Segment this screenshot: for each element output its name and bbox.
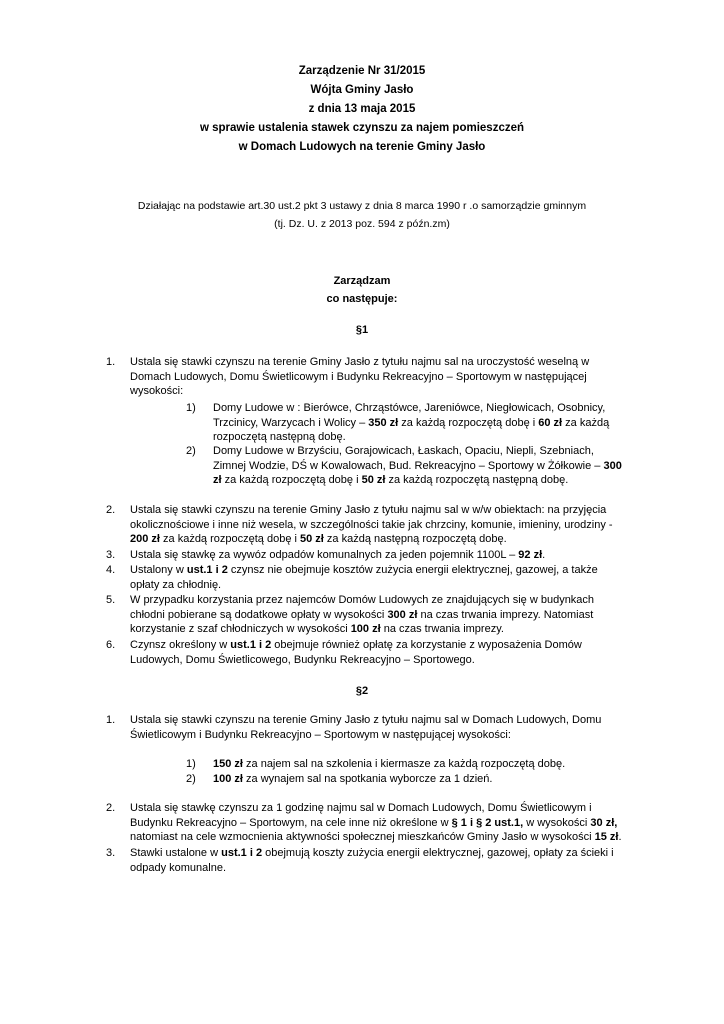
- section-2-item-2: [106, 801, 626, 845]
- text-run: Stawki ustalone w: [130, 847, 222, 859]
- item-number: 4.: [106, 564, 116, 576]
- text-run: natomiast na cele wzmocnienia aktywności społecznej mieszkańców Gminy Jasło w wysokości: [130, 831, 595, 843]
- text-run: czynsz nie obejmuje kosztów zużycia energii elektrycznej, gazowej, a także opłaty za chłodnię.: [130, 564, 598, 591]
- section-2-heading: §2: [355, 685, 369, 697]
- bold-amount: 50 zł: [300, 533, 324, 545]
- bold-amount: 92 zł: [518, 549, 543, 561]
- item-text: [130, 638, 626, 667]
- bold-amount: 300 zł: [387, 608, 418, 621]
- item-text: [130, 846, 626, 875]
- text-run: za każdą rozpoczętą następną dobę.: [213, 416, 610, 443]
- bold-amount: 15 zł: [594, 831, 619, 843]
- section-1-heading: §1: [355, 324, 369, 336]
- subitem-text: [213, 444, 626, 488]
- section-2-item-3: [106, 846, 626, 875]
- text-run: w wysokości: [523, 816, 591, 829]
- orders-line-1: Zarządzam: [333, 275, 391, 287]
- text-run: na czas trwania imprezy. Natomiast korzystanie z szaf chłodniczych w wysokości: [130, 608, 594, 635]
- title-line-4: w sprawie ustalenia stawek czynszu za najem pomieszczeń: [199, 122, 525, 134]
- text-run: Domy Ludowe w : Bierówce, Chrząstówce, Jareniówce, Niegłowicach, Osobnicy, Trzcinicy, Warzycach i Wolicy –: [213, 402, 606, 429]
- text-run: .: [618, 831, 622, 843]
- section-1-subitem-2: [186, 444, 626, 488]
- title-line-3: z dnia 13 maja 2015: [308, 103, 416, 115]
- text-run: Czynsz określony w: [130, 639, 231, 651]
- text-run: za każdą rozpoczętą następną dobę.: [385, 474, 569, 486]
- document-title: [0, 62, 724, 157]
- text-run: Ustala się stawkę za wywóz odpadów komunalnych za jeden pojemnik 1100L –: [130, 549, 519, 561]
- bold-amount: 350 zł: [368, 416, 399, 429]
- bold-amount: 300 zł: [213, 459, 622, 486]
- text-run: Ustala się stawki czynszu na terenie Gminy Jasło z tytułu najmu sal w w/w obiektach: na przyjęcia okolicznościowe i inne niż wesela, w szczególności takie jak chrzciny, komunie, imieniny, urodziny -: [130, 504, 613, 531]
- text-run: W przypadku korzystania przez najemców Domów Ludowych ze znajdujących się w budynkach chłodni pobierane są dodatkowe opłaty w wysokości: [130, 594, 595, 621]
- bold-amount: 60 zł: [538, 416, 563, 429]
- bold-amount: ust.1 i 2: [186, 564, 228, 576]
- item-text: [130, 503, 626, 547]
- item-number: 3.: [106, 549, 116, 561]
- title-line-5: w Domach Ludowych na terenie Gminy Jasło: [238, 141, 486, 153]
- item-text: [130, 801, 626, 845]
- text-run: za każdą rozpoczętą dobę i: [221, 474, 362, 486]
- bold-amount: ust.1 i 2: [221, 847, 263, 859]
- section-2-subitem-1: [186, 757, 626, 772]
- section-2-subitem-2: [186, 772, 626, 787]
- text-run: obejmuje również opłatę za korzystanie z wyposażenia Domów Ludowych, Domu Świetlicowego, Budynku Rekreacyjno – Sportowego.: [130, 639, 582, 666]
- subitem-number: 1): [186, 758, 196, 770]
- text-run: na czas trwania imprezy.: [380, 623, 504, 635]
- text-run: Domy Ludowe w Brzyściu, Gorajowicach, Łaskach, Opaciu, Niepli, Szebniach, Zimnej Wodzie, DŚ w Kowalowach, Bud. Rekreacyjno – Sportowy w Żółkowie –: [213, 445, 604, 472]
- section-1-item-6: [106, 638, 626, 667]
- bold-amount: 100 zł: [213, 773, 243, 785]
- item-number: 5.: [106, 594, 116, 606]
- item-number: 3.: [106, 847, 116, 859]
- orders-heading: [0, 272, 724, 308]
- subitem-text: [213, 401, 626, 445]
- item-text: [130, 713, 626, 742]
- text-run: za każdą rozpoczętą dobę i: [159, 533, 300, 545]
- item-number: 6.: [106, 639, 116, 651]
- text-run: .: [542, 549, 546, 561]
- legal-basis-line-2: (tj. Dz. U. z 2013 poz. 594 z późn.zm): [274, 218, 450, 230]
- orders-line-2: co następuje:: [326, 293, 398, 305]
- bold-amount: 50 zł: [361, 474, 386, 486]
- subitem-number: 1): [186, 402, 196, 414]
- subitem-text: [213, 757, 626, 772]
- text-run: za wynajem sal na spotkania wyborcze za 1 dzień.: [242, 773, 493, 785]
- title-line-2: Wójta Gminy Jasło: [310, 84, 414, 96]
- item-text: [130, 355, 626, 399]
- section-2-item-1: [106, 713, 626, 742]
- bold-amount: ust.1 i 2: [230, 639, 272, 651]
- text-run: Ustala się stawki czynszu na terenie Gminy Jasło z tytułu najmu sal w Domach Ludowych, Domu Świetlicowym i Budynku Rekreacyjno – Sportowym w następującej wysokości:: [130, 714, 602, 741]
- text-run: za najem sal na szkolenia i kiermasze za każdą rozpoczętą dobę.: [242, 758, 566, 770]
- item-text: [130, 563, 626, 592]
- item-number: 2.: [106, 802, 116, 814]
- section-1-item-1: [106, 355, 626, 399]
- legal-basis: [0, 197, 724, 233]
- section-1-item-5: [106, 593, 626, 637]
- section-1-subitem-1: [186, 401, 626, 445]
- text-run: Ustalony w: [130, 564, 187, 576]
- bold-amount: 30 zł,: [590, 816, 618, 829]
- item-number: 1.: [106, 356, 116, 368]
- text-run: za każdą rozpoczętą dobę i: [398, 416, 539, 429]
- bold-amount: 150 zł: [213, 758, 243, 770]
- subitem-text: [213, 772, 626, 787]
- section-1-item-4: [106, 563, 626, 592]
- text-run: Ustala się stawki czynszu na terenie Gminy Jasło z tytułu najmu sal na uroczystość weselną w Domach Ludowych, Domu Świetlicowym i Budynku Rekreacyjno – Sportowym w następującej wysokości:: [130, 356, 590, 397]
- legal-basis-line-1: Działając na podstawie art.30 ust.2 pkt 3 ustawy z dnia 8 marca 1990 r .o samorządzie gminnym: [137, 200, 587, 212]
- item-number: 2.: [106, 504, 116, 516]
- section-1-item-3: [106, 548, 626, 563]
- item-text: [130, 593, 626, 637]
- title-line-1: Zarządzenie Nr 31/2015: [298, 65, 426, 77]
- text-run: Ustala się stawkę czynszu za 1 godzinę najmu sal w Domach Ludowych, Domu Świetlicowym i Budynku Rekreacyjno – Sportowym, na cele inne niż określone w: [130, 802, 592, 829]
- subitem-number: 2): [186, 773, 196, 785]
- bold-amount: 200 zł: [130, 533, 160, 545]
- subitem-number: 2): [186, 445, 196, 457]
- text-run: za każdą następną rozpoczętą dobę.: [323, 533, 507, 545]
- bold-amount: § 1 i § 2 ust.1,: [451, 816, 524, 829]
- section-1-item-2: [106, 503, 626, 547]
- item-number: 1.: [106, 714, 116, 726]
- text-run: obejmują koszty zużycia energii elektrycznej, gazowej, opłaty za ścieki i odpady komunalne.: [130, 847, 614, 874]
- item-text: [130, 548, 626, 563]
- bold-amount: 100 zł: [350, 623, 381, 635]
